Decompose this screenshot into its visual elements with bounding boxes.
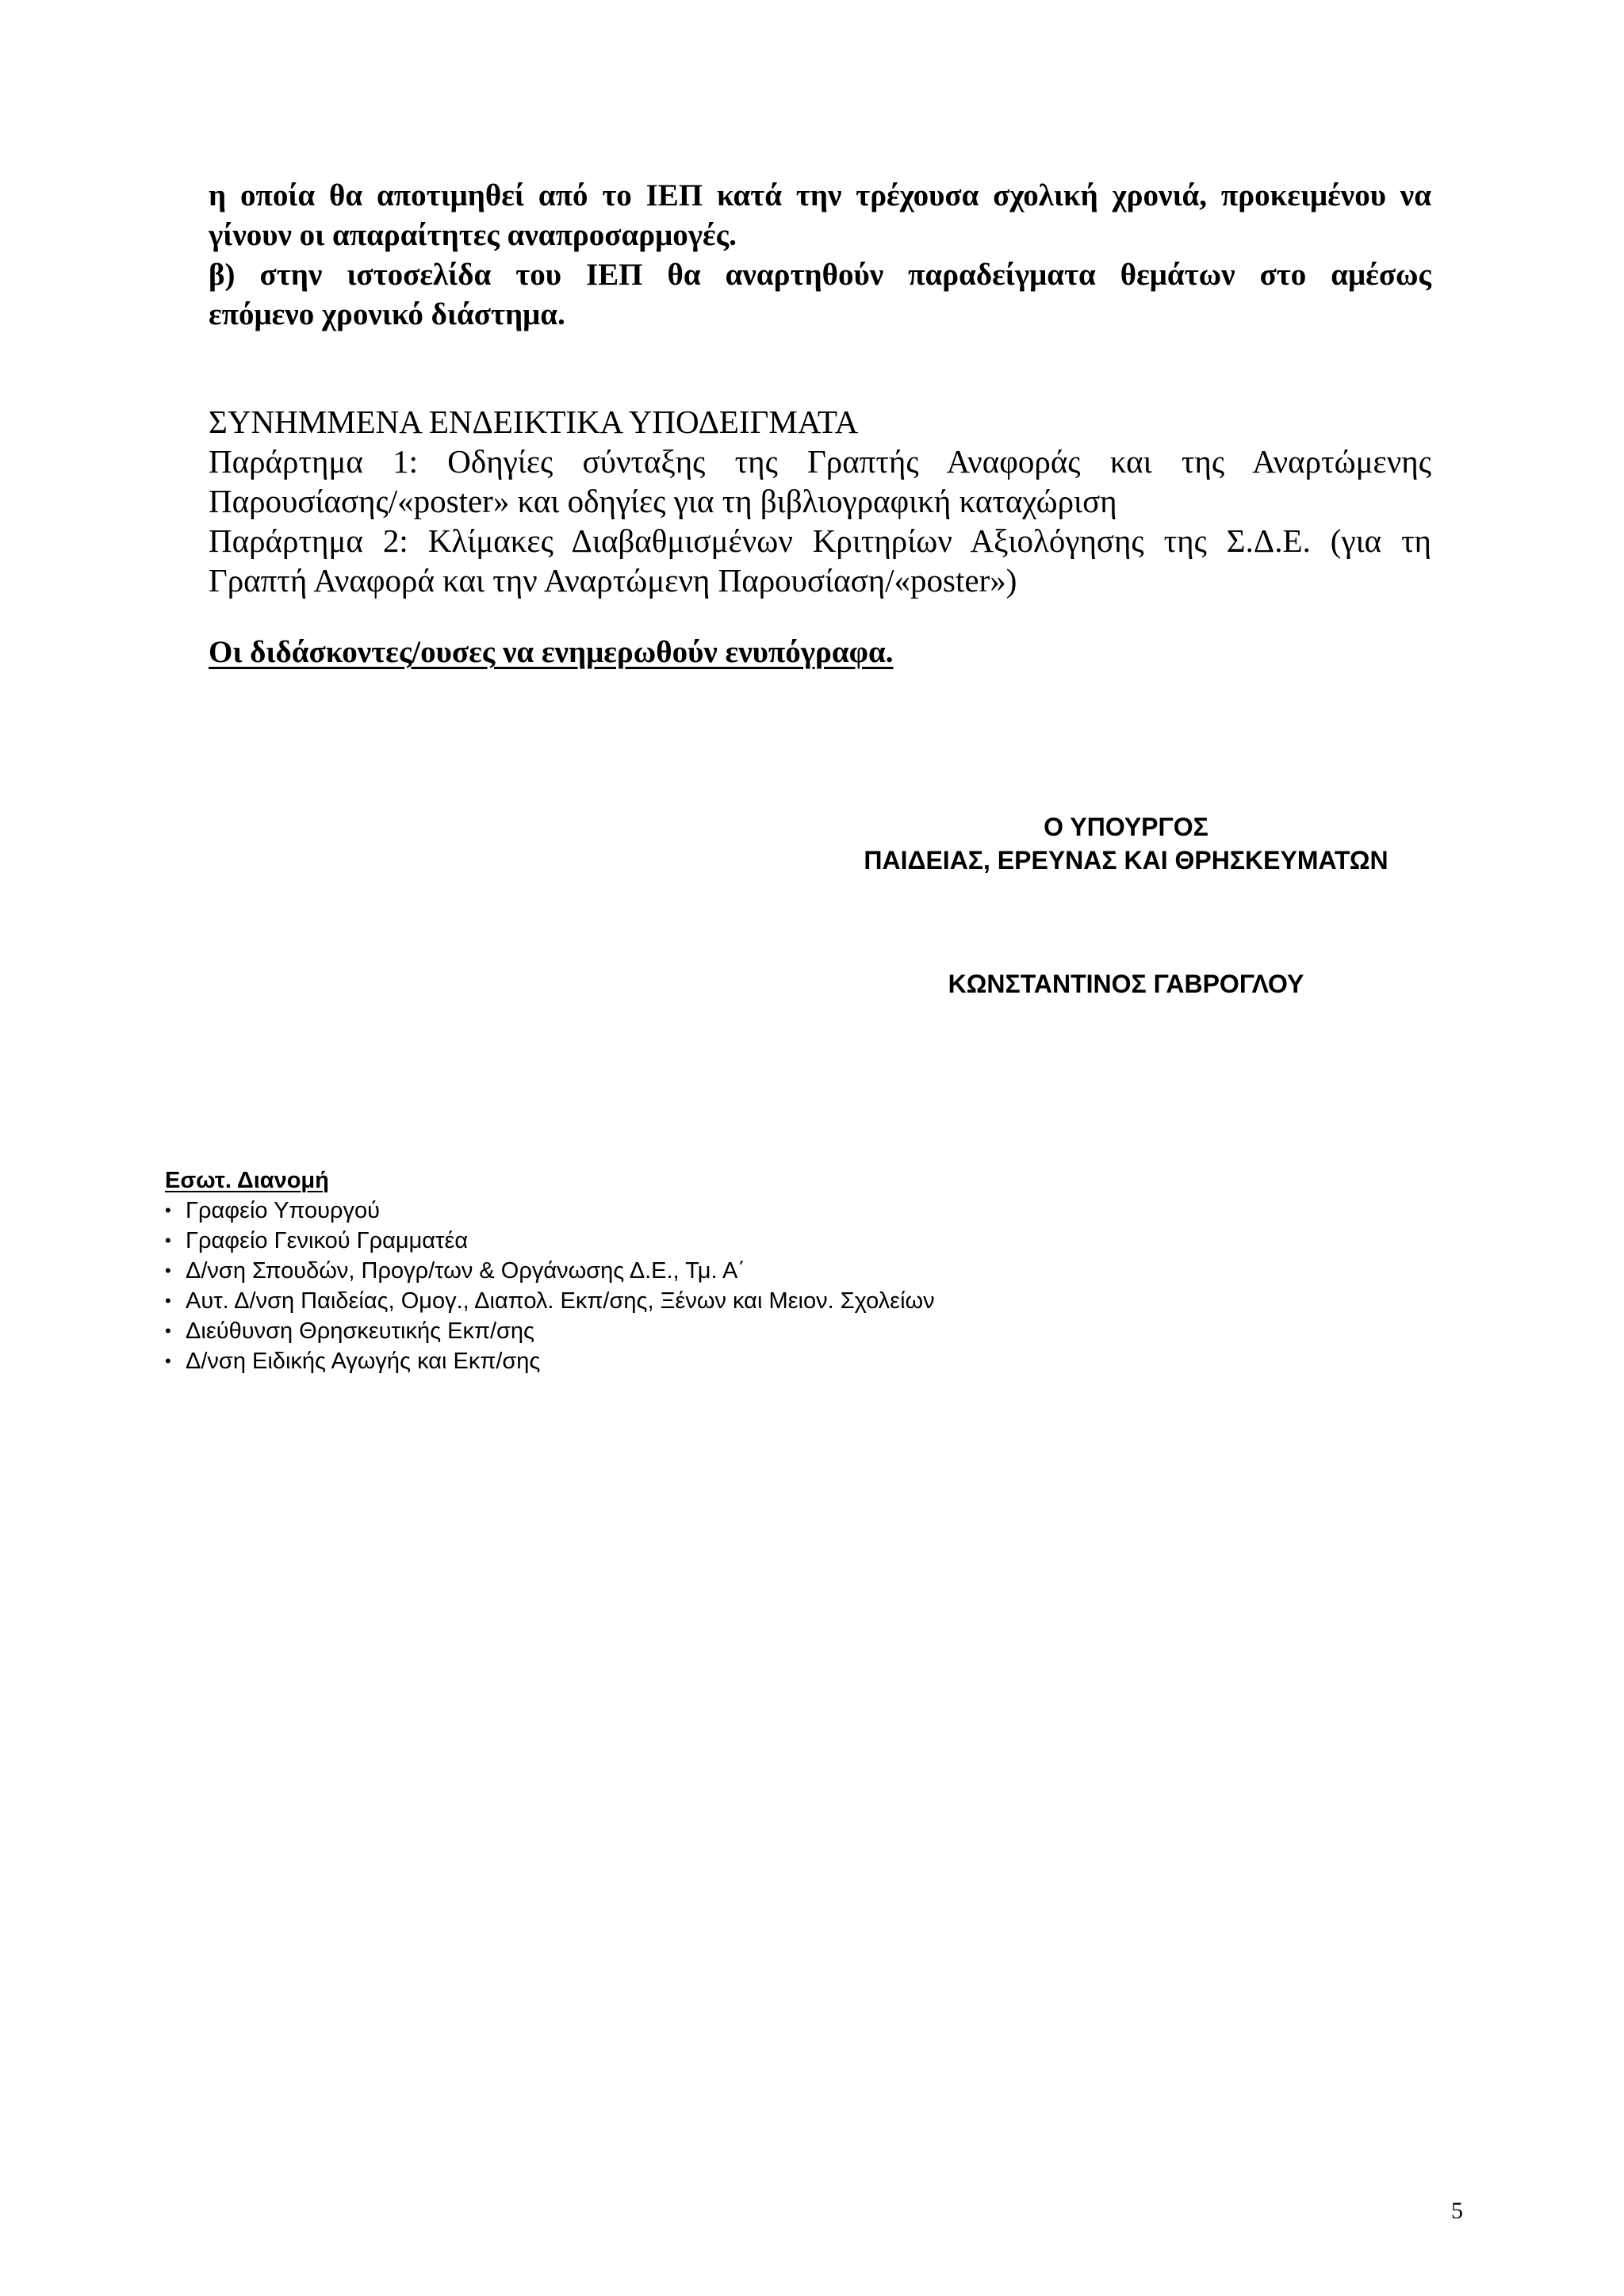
list-item-text: Γραφείο Γενικού Γραμματέα [186,1228,469,1253]
annex-section [209,402,1431,600]
list-item-text: Δ/νση Ειδικής Αγωγής και Εκπ/σης [186,1349,541,1374]
list-item [165,1286,935,1316]
list-item [165,1316,935,1346]
bullet-icon: • [165,1261,171,1280]
intro-line: επόμενο χρονικό διάστημα. [209,297,565,331]
distribution-heading: Εσωτ. Διανομή [165,1168,329,1193]
bullet-icon: • [165,1351,171,1371]
distribution-section [165,1165,935,1376]
signature-title-line: ΠΑΙΔΕΙΑΣ, ΕΡΕΥΝΑΣ ΚΑΙ ΘΡΗΣΚΕΥΜΑΤΩΝ [864,846,1388,874]
bullet-icon: • [165,1321,171,1341]
annex-line: Παρουσίασης/«poster» και οδηγίες για τη βιβλιογραφική καταχώριση [209,483,1117,519]
bullet-icon: • [165,1200,171,1220]
list-item-text: Αυτ. Δ/νση Παιδείας, Ομογ., Διαπολ. Εκπ/σης, Ξένων και Μειον. Σχολείων [186,1288,935,1314]
list-item [165,1346,935,1376]
intro-line: γίνουν οι απαραίτητες αναπροσαρμογές. [209,218,737,252]
intro-line: η οποία θα αποτιμηθεί από το ΙΕΠ κατά την τρέχουσα σχολική χρονιά, προκειμένου να [209,178,1431,212]
signatory-name: ΚΩΝΣΤΑΝΤΙΝΟΣ ΓΑΒΡΟΓΛΟΥ [948,970,1304,998]
page-number: 5 [1451,2198,1463,2224]
signature-title-line: Ο ΥΠΟΥΡΓΟΣ [1044,813,1208,841]
list-item [165,1196,935,1226]
annex-line: Παράρτημα 2: Κλίμακες Διαβαθμισμένων Κριτηρίων Αξιολόγησης της Σ.Δ.Ε. (για τη [209,522,1431,559]
distribution-list [165,1196,935,1376]
list-item [165,1256,935,1286]
annex-line: Γραπτή Αναφορά και την Αναρτώμενη Παρουσίαση/«poster») [209,562,1017,599]
bullet-icon: • [165,1230,171,1250]
list-item-text: Γραφείο Υπουργού [186,1198,380,1223]
list-item [165,1226,935,1256]
annex-heading: ΣΥΝΗΜΜΕΝΑ ΕΝΔΕΙΚΤΙΚΑ ΥΠΟΔΕΙΓΜΑΤΑ [209,404,859,440]
signature-title [793,810,1459,877]
bullet-icon: • [165,1291,171,1311]
intro-paragraph [209,176,1431,335]
intro-line: β) στην ιστοσελίδα του ΙΕΠ θα αναρτηθούν παραδείγματα θεμάτων στο αμέσως [209,258,1431,292]
list-item-text: Δ/νση Σπουδών, Προγρ/των & Οργάνωσης Δ.Ε., Τμ. Α΄ [186,1258,745,1284]
list-item-text: Διεύθυνση Θρησκευτικής Εκπ/σης [186,1318,535,1344]
notice-text: Οι διδάσκοντες/ουσες να ενημερωθούν ενυπόγραφα. [209,635,894,669]
annex-line: Παράρτημα 1: Οδηγίες σύνταξης της Γραπτής Αναφοράς και της Αναρτώμενης [209,443,1431,480]
